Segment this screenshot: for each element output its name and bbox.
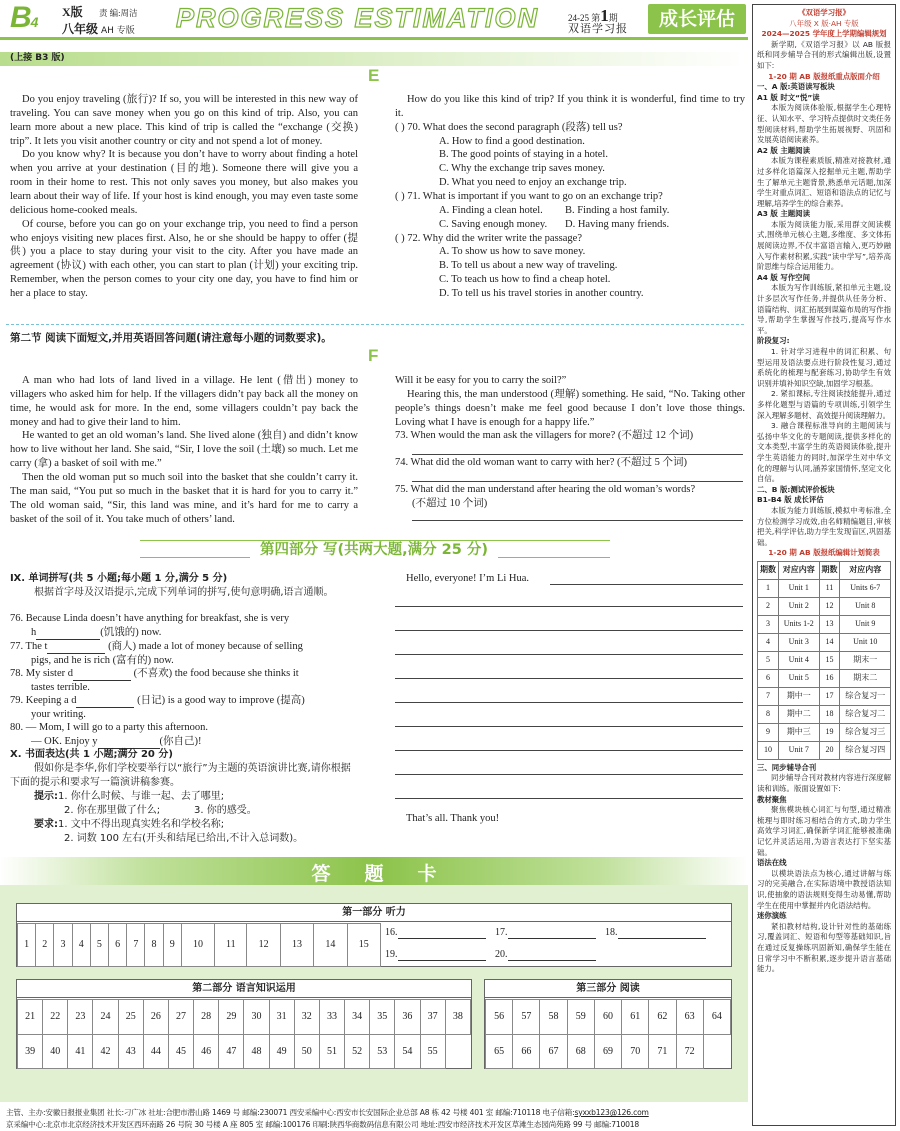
blank-18[interactable]: 18.	[605, 926, 706, 939]
question-78: 78. My sister d (不喜欢) the food because she thinks it tastes terrible.	[10, 668, 299, 693]
sidebar-heading: A2 版 主题阅读	[757, 145, 810, 155]
answer-cell[interactable]: 32	[294, 1000, 319, 1035]
answer-cell[interactable]: 35	[370, 1000, 395, 1035]
answer-cell[interactable]: 53	[370, 1034, 395, 1069]
blank-19[interactable]: 19.	[385, 948, 486, 961]
answer-cell[interactable]: 65	[486, 1034, 513, 1069]
sidebar-text: 本版为阅读体验版,根据学生心理特征、认知水平、学习特点提供时文类任务型阅读材料,帮助学生拓展视野、巩固和发展英语阅读素养。	[757, 103, 891, 145]
plan-table-row	[758, 687, 891, 705]
x-instructions: 假如你是李华,你们学校要举行以“旅行”为主题的英语演讲比赛,请你根据下面的提示和要求写一篇演讲稿参赛。	[10, 763, 351, 788]
question-77: 77. The t (商人) made a lot of money because of selling pigs, and he is rich (富有的) now.	[10, 641, 303, 666]
plan-table-cell: 13	[819, 615, 840, 633]
answer-cell[interactable]: 21	[18, 1000, 43, 1035]
plan-table-cell: Unit 2	[778, 597, 819, 615]
answer-cell[interactable]: 31	[269, 1000, 294, 1035]
answer-cell[interactable]: 45	[168, 1034, 193, 1069]
answer-cell[interactable]: 72	[676, 1034, 703, 1069]
plan-table-cell: 14	[819, 633, 840, 651]
blank-20[interactable]: 20.	[495, 948, 596, 961]
page-number-logo: B4	[10, 1, 38, 34]
plan-table-cell: 18	[819, 705, 840, 723]
plan-table-header: 期数	[758, 561, 779, 579]
answer-cell[interactable]: 12	[247, 924, 280, 967]
plan-table-cell: 1	[758, 579, 779, 597]
answer-cell[interactable]: 63	[676, 1000, 703, 1035]
answer-cell[interactable]: 23	[68, 1000, 93, 1035]
writing-line[interactable]	[550, 584, 743, 585]
plan-table-cell: Unit 9	[840, 615, 891, 633]
passage-paragraph: Do you enjoy traveling (旅行)? If so, you will be interested in this new way of traveling. You can save money when you go on this kind of trip. Also, you can learn more about a new place. This kind of trip is called the “exchange (交换) trip”. It lets you visit another country or city and not spend a lot of money.	[10, 94, 358, 147]
option: B. The good points of staying in a hotel.	[439, 149, 608, 161]
sidebar-table-title: 1-20 期 AB 版报纸编辑计划简表	[768, 548, 880, 558]
plan-table-cell: 6	[758, 669, 779, 687]
question-70: ( ) 70. What does the second paragraph (段落) tell us?	[395, 121, 623, 133]
issue-number: 24-25 第1期	[568, 6, 618, 25]
plan-table-header: 期数	[819, 561, 840, 579]
sidebar-heading: 迷你演练	[757, 911, 787, 921]
divider	[6, 324, 744, 325]
plan-table-cell: 综合复习一	[840, 687, 891, 705]
answer-cell[interactable]: 57	[513, 1000, 540, 1035]
answer-cell[interactable]: 10	[181, 924, 214, 967]
answer-cell[interactable]: 50	[294, 1034, 319, 1069]
answer-cell[interactable]: 34	[345, 1000, 370, 1035]
x-title: Ⅹ. 书面表达(共 1 小题;满分 20 分)	[10, 749, 173, 760]
question-71: ( ) 71. What is important if you want to go on an exchange trip?	[395, 191, 663, 203]
plan-table-cell: 9	[758, 723, 779, 741]
answer-cell[interactable]: 14	[314, 924, 347, 967]
plan-table-header: 对应内容	[840, 561, 891, 579]
paper-name: 双语学习报	[568, 22, 628, 35]
answer-cell[interactable]: 41	[68, 1034, 93, 1069]
sidebar-subtitle: 八年级 X 版·AH 专版	[789, 18, 859, 28]
plan-table-row	[758, 633, 891, 651]
section-badge: 成长评估	[648, 4, 746, 34]
answer-cell[interactable]: 68	[567, 1034, 594, 1069]
answer-cell[interactable]: 67	[540, 1034, 567, 1069]
answer-grid-1-15	[17, 923, 381, 967]
plan-table-cell: 4	[758, 633, 779, 651]
plan-table-cell: 10	[758, 741, 779, 759]
writing-opening: Hello, everyone! I’m Li Hua.	[406, 573, 530, 584]
answer-cell[interactable]: 11	[215, 924, 247, 967]
imprint-footer: 主管、主办:安徽日报报业集团 社长:刁广冰 社址:合肥市潜山路 1469 号 邮编:230071 西安采编中心:西安市长安国际企业总部 A8 栋 42 号楼 401 室 邮编:710118 电子信箱:syxxb123@126.com 京采编中心:北京市北京经济技术开发区西环南路 26 号院 30 号楼 A 座 805 室 邮编:100176 印刷:陕西华商数码信息有限公司 地址:西安市经济技术开发区草滩生态园尚苑路 99 号 邮编:710018	[6, 1108, 649, 1129]
sidebar-text: 聚焦模块核心词汇与句型,通过精准梳理与即时练习相结合的方式,助力学生高效学习词汇,确保新学词汇能够被准确记忆并灵活运用,为语言表达打下坚实基础。	[757, 805, 891, 857]
answer-cell[interactable]: 22	[43, 1000, 68, 1035]
answer-cell[interactable]: 47	[219, 1034, 244, 1069]
plan-table-cell: 11	[819, 579, 840, 597]
writing-line[interactable]	[395, 654, 743, 655]
answer-cell[interactable]: 44	[143, 1034, 168, 1069]
plan-table-row	[758, 705, 891, 723]
sidebar-text: 2. 紧扣课标,专注阅读技能提升,通过多样化题型与语篇的专项训练,引领学生深入理解多题材、高效提升阅读理解力。	[757, 389, 891, 420]
passage-paragraph: A man who had lots of land lived in a village. He lent (借出) money to villagers who asked him for help. If the villagers didn’t pay back all the money on time, he would ask for more. In the end, some villagers couldn’t pay back the money and had to give their land to him.	[10, 375, 358, 428]
answer-cell[interactable]: 15	[347, 924, 380, 967]
answer-line-75[interactable]	[412, 520, 743, 521]
answer-cell[interactable]: 51	[319, 1034, 344, 1069]
sidebar-heading: 一、A 版:英语读写板块	[757, 82, 835, 92]
answer-cell[interactable]: 48	[244, 1034, 269, 1069]
answer-grid-56-72	[485, 999, 731, 1069]
editor-label: 责 编:周洁	[99, 8, 138, 18]
sidebar-text: 紧扣教材结构,设计针对性的基础练习,覆盖词汇、短语和句型等基础知识,旨在通过反复操练巩固新知,确保学生能在日常学习中不断积累,逐步提升语言基础能力。	[757, 921, 891, 974]
answer-cell[interactable]: 40	[43, 1034, 68, 1069]
sidebar-heading: A4 版 写作空间	[757, 272, 810, 282]
option: D. What you need to enjoy an exchange trip.	[439, 177, 627, 189]
plan-table-cell: Unit 7	[778, 741, 819, 759]
writing-line[interactable]	[395, 750, 743, 751]
ix-instructions: 根据首字母及汉语提示,完成下列单词的拼写,使句意明确,语言通顺。	[34, 587, 334, 598]
plan-table-cell: 期中三	[778, 723, 819, 741]
answer-cell[interactable]: 42	[93, 1034, 118, 1069]
answer-part1-title: 第一部分 听力	[17, 904, 731, 922]
sidebar-text: 以模块语法点为核心,通过讲解与练习的完美融合,在实际语境中教授语法知识,使抽象的语法规则变得生动易懂,帮助学生在使用中掌握并内化语法结构。	[757, 868, 891, 910]
passage-paragraph: Hearing this, the man understood (理解) something. He said, “No. Taking other people’s things doesn’t make me feel good because I don’t love those things. Loving what I have is enough for a happy life.”	[395, 388, 745, 428]
option-row: C. Saving enough money. D. Having many friends.	[439, 218, 670, 230]
answer-cell[interactable]: 39	[18, 1034, 43, 1069]
option-row: A. Finding a clean hotel. B. Finding a host family.	[439, 204, 670, 216]
option: A. To show us how to save money.	[439, 246, 586, 258]
answer-cell[interactable]: 60	[594, 1000, 621, 1035]
answer-cell[interactable]: 9	[163, 924, 181, 967]
answer-cell[interactable]: 46	[194, 1034, 219, 1069]
plan-table-cell: 综合复习二	[840, 705, 891, 723]
passage-paragraph: Then the old woman put so much soil into the basket that she couldn’t carry it. The man said, “You put so much in the basket that it is hard for you to carry it.” The old woman said, “Sir, this land was mine, and it’s hard for me to carry a basket of the soil of it. You take much of others’ land.	[10, 472, 358, 525]
plan-table-cell: Unit 8	[840, 597, 891, 615]
plan-table-cell: 19	[819, 723, 840, 741]
answer-cell[interactable]: 61	[622, 1000, 649, 1035]
plan-table-header: 对应内容	[778, 561, 819, 579]
answer-part3-title: 第三部分 阅读	[485, 980, 731, 998]
passage-f	[10, 374, 358, 526]
edition-label: X版	[62, 5, 83, 19]
page-header	[0, 0, 748, 40]
plan-table-cell: 综合复习四	[840, 741, 891, 759]
sidebar-heading: 阶段复习:	[757, 336, 790, 346]
question-72: ( ) 72. Why did the writer write the passage?	[395, 232, 582, 244]
answer-part3	[484, 979, 732, 1069]
sidebar-heading: A3 版 主题阅读	[757, 209, 810, 219]
plan-table-cell: Unit 4	[778, 651, 819, 669]
plan-table-cell: Units 6-7	[840, 579, 891, 597]
sidebar-text: 本版为写作训练版,紧扣单元主题,设计多层次写作任务,并提供从任务分析、语篇结构、词汇拓展到谋篇布局的写作指导,帮助学生掌握写作技巧,提高写作水平。	[757, 283, 891, 335]
sidebar-text: 1. 针对学习进程中的词汇积累、句型运用及语法要点进行阶段性复习,通过系统化的梳理与配套练习,协助学生有效识别并填补知识空缺,加固学习根基。	[757, 347, 891, 388]
writing-line[interactable]	[395, 726, 743, 727]
answer-cell[interactable]: 36	[395, 1000, 420, 1035]
answer-line-74[interactable]	[412, 481, 743, 482]
plan-table-cell: 期中一	[778, 687, 819, 705]
question-73: 73. When would the man ask the villagers for more? (不超过 12 个词)	[395, 430, 694, 441]
passage-f-right	[395, 374, 745, 429]
sidebar-text: 本版为能力训练版,模拟中考标准,全方位检测学习成效,由名师精编题目,审核把关,科学评估,助力学生发现盲区,巩固基础。	[757, 505, 891, 547]
plan-table-cell: 16	[819, 669, 840, 687]
answer-cell[interactable]: 37	[420, 1000, 445, 1035]
plan-table-row	[758, 597, 891, 615]
email-link[interactable]: syxxb123@126.com	[574, 1108, 649, 1117]
sidebar-heading: B1-B4 版 成长评估	[757, 495, 824, 505]
section-e-letter: E	[368, 66, 380, 85]
answer-cell[interactable]: 25	[118, 1000, 143, 1035]
plan-table-cell: 12	[819, 597, 840, 615]
question-79: 79. Keeping a d (日记) is a good way to improve (提高) your writing.	[10, 695, 305, 720]
sidebar-heading: A1 版 时文“悦”读	[757, 92, 820, 102]
question-75-limit: (不超过 10 个词)	[412, 498, 488, 509]
answer-cell[interactable]: 29	[219, 1000, 244, 1035]
answer-cell[interactable]: 26	[143, 1000, 168, 1035]
answer-cell[interactable]: 6	[109, 924, 127, 967]
answer-cell[interactable]: 27	[168, 1000, 193, 1035]
question-76: 76. Because Linda doesn’t have anything for breakfast, she is very h (饥饿的) now.	[10, 613, 290, 638]
answer-cell[interactable]: 3	[54, 924, 72, 967]
answer-cell[interactable]: 43	[118, 1034, 143, 1069]
sidebar-text: 同步辅导合刊对教材内容进行深度解读和训练。版面设置如下:	[757, 773, 891, 794]
plan-table-cell: 期中二	[778, 705, 819, 723]
passage-paragraph: How do you like this kind of trip? If you think it is wonderful, find time to try it.	[395, 94, 745, 119]
answer-part2	[16, 979, 472, 1069]
continued-bar	[0, 52, 748, 66]
answer-grid-21-55	[17, 999, 471, 1069]
answer-cell[interactable]: 28	[194, 1000, 219, 1035]
blank-16[interactable]: 16.	[385, 926, 486, 939]
sidebar-text: 3. 融合课程标准导向的主题阅读与弘扬中华文化的专题阅读,提供多样化的文本类型,丰富学生的英语阅读体验,提升学生英语能力的同时,加深学生对中华文化的理解与认同,涵养家国情怀,坚定文化自信。	[757, 421, 891, 484]
answer-cell[interactable]: 49	[269, 1034, 294, 1069]
plan-table-cell: 综合复习三	[840, 723, 891, 741]
answer-cell[interactable]: 4	[72, 924, 90, 967]
blank-17[interactable]: 17.	[495, 926, 596, 939]
answer-cell[interactable]: 69	[594, 1034, 621, 1069]
question-74: 74. What did the old woman want to carry with her? (不超过 5 个词)	[395, 457, 687, 468]
answer-cell[interactable]: 54	[395, 1034, 420, 1069]
question-75: 75. What did the man understand after hearing the old woman’s words?	[395, 484, 696, 495]
option: C. To teach us how to find a cheap hotel.	[439, 274, 611, 286]
option: A. How to find a good destination.	[439, 135, 585, 147]
plan-table-row	[758, 615, 891, 633]
passage-paragraph: Of course, before you can go on your exchange trip, you need to find a person who enjoys visiting new places first. Also, he or she should be happy to offer (提供) you a place to stay during your visit to the city. After you have made an agreement (协议) with each other, you can start to plan (计划) your exciting trip. Remember, when the person comes to your city one day, you have to find him or her a place to stay.	[10, 218, 358, 300]
sidebar-text: 本版为课程素质版,精准对接教材,通过多样化语篇深入挖掘单元主题,帮助学生了解单元主题背景,熟悉单元话题,加深学生对重点词汇、短语和语法点的记忆与理解,培养学生的综合素养。	[757, 156, 891, 208]
editorial-plan-table	[757, 561, 891, 760]
answer-cell[interactable]: 56	[486, 1000, 513, 1035]
writing-line[interactable]	[395, 606, 743, 607]
plan-table-cell: 2	[758, 597, 779, 615]
answer-card-title: 答题卡	[311, 863, 471, 885]
writing-closing: That’s all. Thank you!	[406, 813, 500, 824]
editorial-plan-sidebar	[752, 4, 896, 1126]
plan-table-row	[758, 651, 891, 669]
plan-table-cell: 期末一	[840, 651, 891, 669]
question-80: 80. — Mom, I will go to a party this afternoon. — OK. Enjoy y (你自己)!	[10, 722, 209, 747]
plan-table-cell: Unit 10	[840, 633, 891, 651]
answer-cell[interactable]: 30	[244, 1000, 269, 1035]
plan-table-cell: 期末二	[840, 669, 891, 687]
answer-cell[interactable]: 58	[540, 1000, 567, 1035]
answer-cell[interactable]: 70	[622, 1034, 649, 1069]
sidebar-text: 新学期,《双语学习报》以 AB 版报纸和同步辅导合刊的形式编辑出版,设置如下:	[757, 39, 891, 70]
answer-cell[interactable]: 2	[36, 924, 54, 967]
passage-e-right	[395, 93, 745, 301]
section2-instructions: 第二节 阅读下面短文,并用英语回答问题(请注意每小题的词数要求)。	[10, 332, 332, 344]
plan-table-cell: 17	[819, 687, 840, 705]
writing-line[interactable]	[395, 678, 743, 679]
sidebar-title: 《双语学习报》	[798, 8, 850, 17]
grade-label: 八年级 AH 专版	[62, 22, 135, 36]
answer-part2-title: 第二部分 语言知识运用	[17, 980, 471, 998]
continued-note: (上接 B3 版)	[10, 53, 65, 63]
passage-paragraph: Do you know why? It is because you don’t have to worry about finding a hotel when you arrive at your destination (目的地). Someone there will give you a room in their home to rest. This not only saves you money, but also makes you learn about their way of life. If your host is kind enough, you may even taste some delicious home-cooked meals.	[10, 149, 358, 216]
answer-cell[interactable]: 66	[513, 1034, 540, 1069]
banner-title: PROGRESS ESTIMATION	[176, 3, 540, 33]
sidebar-plan: 2024—2025 学年度上学期编辑规划	[761, 29, 887, 39]
sidebar-text: 本版为阅读能力版,采用群文阅读模式,围绕单元核心主题,多维度、多文体拓展阅读边界,不仅丰富语言输入,更巧妙融入写作素材积累,实践“读中学写”,培养高阶思维与综合运用能力。	[757, 219, 891, 272]
answer-cell[interactable]: 52	[345, 1034, 370, 1069]
answer-cell[interactable]: 64	[703, 1000, 730, 1035]
answer-cell[interactable]: 1	[18, 924, 36, 967]
passage-paragraph: He wanted to get an old woman’s land. She lived alone (独自) and didn’t know how to live without her land. She said, “Sir, I love the soil (土壤) so much. Let me carry (拿) a basket of soil with me.”	[10, 430, 358, 470]
answer-cell[interactable]: 38	[445, 1000, 470, 1035]
answer-cell[interactable]: 7	[127, 924, 145, 967]
plan-table-row	[758, 579, 891, 597]
sidebar-heading: 1-20 期 AB 版报纸重点版面介绍	[768, 71, 880, 81]
plan-table-cell: 7	[758, 687, 779, 705]
answer-cell[interactable]: 62	[649, 1000, 676, 1035]
section-f-letter: F	[368, 346, 379, 365]
answer-cell[interactable]: 8	[145, 924, 163, 967]
plan-table-row	[758, 669, 891, 687]
sidebar-heading: 二、B 版:测试评价板块	[757, 484, 835, 494]
plan-table-cell: 5	[758, 651, 779, 669]
plan-table-cell: 20	[819, 741, 840, 759]
answer-line-73[interactable]	[412, 454, 743, 455]
plan-table-cell: Units 1-2	[778, 615, 819, 633]
writing-line[interactable]	[395, 702, 743, 703]
answer-cell[interactable]: 71	[649, 1034, 676, 1069]
answer-cell[interactable]: 5	[90, 924, 108, 967]
answer-cell[interactable]: 33	[319, 1000, 344, 1035]
option: C. Why the exchange trip saves money.	[439, 163, 605, 175]
option: B. To tell us about a new way of traveling.	[439, 260, 618, 272]
sidebar-heading: 三、同步辅导合刊	[757, 762, 817, 772]
answer-part1	[16, 903, 732, 967]
part4-title: 第四部分 写(共两大题,满分 25 分)	[0, 538, 748, 559]
ix-title: Ⅸ. 单词拼写(共 5 小题;每小题 1 分,满分 5 分)	[10, 573, 228, 584]
answer-cell[interactable]: 55	[420, 1034, 445, 1069]
plan-table-row	[758, 723, 891, 741]
writing-hints: 提示:1. 你什么时候、与谁一起、去了哪里; 2. 你在那里做了什么; 3. 你的感受。 要求:1. 文中不得出现真实姓名和学校名称; 2. 词数 100 左右(开头和结尾已给出,不计入总词数)。	[34, 791, 304, 844]
sidebar-heading: 语法在线	[757, 858, 787, 868]
answer-cell[interactable]: 24	[93, 1000, 118, 1035]
writing-line[interactable]	[395, 630, 743, 631]
option: D. To tell us his travel stories in another country.	[439, 288, 644, 300]
writing-line[interactable]	[395, 798, 743, 799]
plan-table-row	[758, 741, 891, 759]
writing-line[interactable]	[395, 774, 743, 775]
plan-table-cell: 8	[758, 705, 779, 723]
answer-cell[interactable]: 13	[280, 924, 313, 967]
plan-table-cell: Unit 3	[778, 633, 819, 651]
sidebar-heading: 教材聚焦	[757, 794, 787, 804]
plan-table-cell: Unit 1	[778, 579, 819, 597]
plan-table-cell: Unit 5	[778, 669, 819, 687]
plan-table-cell: 15	[819, 651, 840, 669]
passage-line: Will it be easy for you to carry the soil?”	[395, 375, 567, 386]
answer-cell[interactable]: 59	[567, 1000, 594, 1035]
plan-table-cell: 3	[758, 615, 779, 633]
passage-e	[10, 93, 358, 301]
